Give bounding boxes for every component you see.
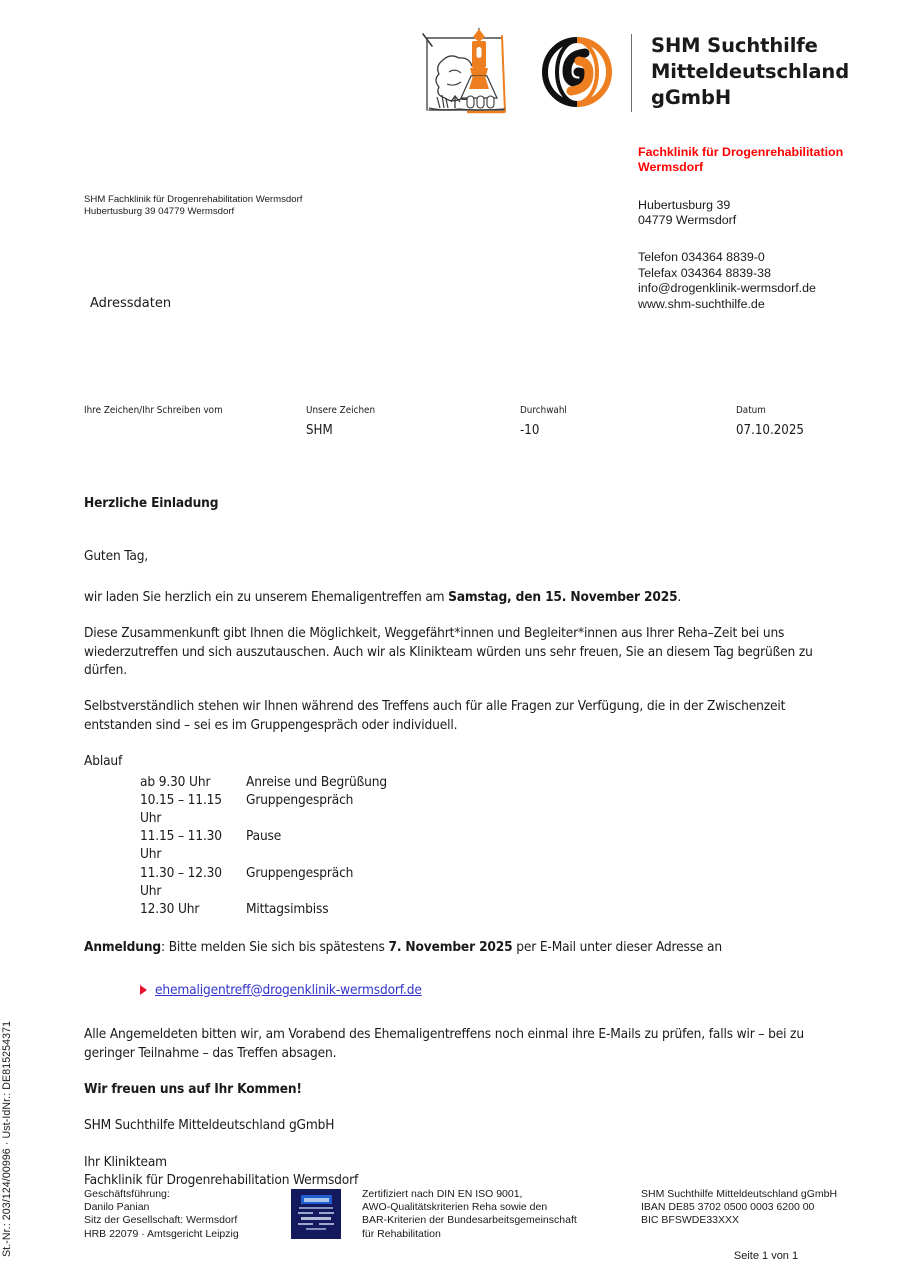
footer-line: für Rehabilitation <box>362 1227 441 1240</box>
team-signature-line-2: Fachklinik für Drogenrehabilitation Wermsdorf <box>84 1172 359 1189</box>
schedule-row <box>84 827 844 863</box>
schedule-time: ab 9.30 Uhr <box>140 773 211 790</box>
paragraph-3: Selbstverständlich stehen wir Ihnen während des Treffens auch für alle Fragen zur Verfügung, die in der Zwischenzeit entstanden sind – sei es im Gruppengespräch oder individuell. <box>84 698 786 733</box>
page-footer <box>0 1188 901 1279</box>
schedule-row <box>84 773 844 791</box>
wermsdorf-building-sketch-logo <box>413 26 525 121</box>
letterhead <box>413 26 849 126</box>
clinic-street: Hubertusburg 39 <box>638 197 731 212</box>
registration-suffix: per E-Mail unter dieser Adresse an <box>512 939 722 956</box>
our-reference-label: Unsere Zeichen <box>306 405 376 416</box>
salutation: Guten Tag, <box>84 548 149 565</box>
brand-line-1: SHM Suchthilfe <box>651 34 818 57</box>
clinic-contact-block <box>638 145 888 312</box>
clinic-name-line-1: Fachklinik für Drogenrehabilitation <box>638 145 844 159</box>
footer-line: SHM Suchthilfe Mitteldeutschland gGmbH <box>641 1188 838 1200</box>
clinic-phone: Telefon 034364 8839-0 <box>638 250 765 264</box>
registration-mid: : Bitte melden Sie sich bis spätestens <box>160 939 389 956</box>
schedule-row <box>84 900 844 918</box>
schedule-desc: Mittagsimbiss <box>246 901 329 918</box>
schedule-time: 10.15 – 11.15 Uhr <box>140 791 222 827</box>
shm-circle-logo <box>541 33 613 111</box>
intro-paragraph <box>84 588 844 606</box>
tuev-nord-din-en-iso-9001-certificate-badge <box>291 1189 341 1239</box>
paragraph-2: Diese Zusammenkunft gibt Ihnen die Möglichkeit, Weggefährt*innen und Begleiter*innen aus Ihrer Reha–Zeit bei uns wiederzutreffen und sich auszutauschen. Auch wir als Klinikteam würden uns sehr freuen, Sie an diesem Tag begrüßen zu dürfen. <box>84 625 813 679</box>
schedule-row <box>84 791 844 827</box>
intro-suffix: . <box>677 588 682 605</box>
page-number: Seite 1 von 1 <box>733 1250 799 1262</box>
brand-line-2: Mitteldeutschland <box>651 59 850 83</box>
schedule-time: 11.15 – 11.30 Uhr <box>140 828 222 863</box>
brand-line-3: gGmbH <box>651 85 732 109</box>
schedule-row <box>84 864 844 900</box>
date-value: 07.10.2025 <box>736 423 804 438</box>
registration-deadline-bold: 7. November 2025 <box>388 939 513 956</box>
footer-column-management <box>84 1188 284 1241</box>
schedule-time: 12.30 Uhr <box>140 901 200 918</box>
reference-col-our-ref <box>306 404 375 439</box>
schedule-time: 11.30 – 12.30 Uhr <box>140 864 222 899</box>
your-reference-label: Ihre Zeichen/Ihr Schreiben vom <box>84 405 223 416</box>
footer-line: BAR-Kriterien der Bundesarbeitsgemeinschaft <box>362 1214 577 1227</box>
footer-column-bank <box>641 1188 891 1228</box>
letter-subject: Herzliche Einladung <box>84 495 219 511</box>
registration-email-link[interactable]: ehemaligentreff@drogenklinik-wermsdorf.de <box>155 981 422 998</box>
sender-line-2: Hubertusburg 39 04779 Wermsdorf <box>84 205 235 217</box>
extension-value: -10 <box>520 423 540 438</box>
footer-line: Danilo Panian <box>84 1201 150 1214</box>
clinic-city: 04779 Wermsdorf <box>638 213 737 228</box>
reference-col-extension <box>520 404 567 439</box>
registration-paragraph <box>84 938 844 956</box>
logo-divider <box>631 34 632 112</box>
sender-line-1: SHM Fachklinik für Drogenrehabilitation Wermsdorf <box>84 194 303 205</box>
schedule-desc: Anreise und Begrüßung <box>246 773 387 790</box>
footer-line: AWO-Qualitätskriterien Reha sowie den <box>362 1201 548 1214</box>
footer-column-certification <box>362 1188 637 1241</box>
intro-prefix: wir laden Sie herzlich ein zu unserem Ehemaligentreffen am <box>84 588 449 605</box>
footer-line: IBAN DE85 3702 0500 0003 6200 00 <box>641 1201 815 1214</box>
clinic-fax: Telefax 034364 8839-38 <box>638 265 771 280</box>
event-date-bold: Samstag, den 15. November 2025 <box>448 588 678 605</box>
reference-col-date <box>736 404 804 439</box>
registration-label: Anmeldung <box>84 939 161 956</box>
paragraph-4: Alle Angemeldeten bitten wir, am Vorabend des Ehemaligentreffens noch einmal ihre E-Mails zu prüfen, falls wir – bei zu geringer Teilnahme – das Treffen absagen. <box>84 1026 804 1061</box>
schedule-list <box>84 773 844 919</box>
date-label: Datum <box>736 405 766 416</box>
schedule-title: Ablauf <box>84 753 123 770</box>
clinic-name-heading <box>638 145 888 176</box>
email-link-row[interactable] <box>84 981 844 999</box>
clinic-name-line-2: Wermsdorf <box>638 160 704 175</box>
footer-line: Zertifiziert nach DIN EN ISO 9001, <box>362 1188 523 1200</box>
schedule-desc: Gruppengespräch <box>246 864 354 881</box>
brand-name <box>651 33 849 111</box>
reference-col-your-ref <box>84 404 223 422</box>
our-reference-value: SHM <box>306 423 333 438</box>
clinic-email: info@drogenklinik-wermsdorf.de <box>638 281 816 296</box>
clinic-website: www.shm-suchthilfe.de <box>638 296 765 311</box>
sender-return-address <box>84 194 302 217</box>
extension-label: Durchwahl <box>520 405 567 416</box>
footer-line: Geschäftsführung: <box>84 1188 170 1200</box>
triangle-bullet-icon <box>140 985 147 995</box>
reference-row <box>84 404 874 444</box>
company-signature: SHM Suchthilfe Mitteldeutschland gGmbH <box>84 1117 335 1134</box>
letter-body <box>84 494 844 1190</box>
closing-line: Wir freuen uns auf Ihr Kommen! <box>84 1080 302 1097</box>
footer-line: Sitz der Gesellschaft: Wermsdorf <box>84 1214 238 1227</box>
schedule-desc: Pause <box>246 828 282 845</box>
footer-line: BIC BFSWDE33XXX <box>641 1214 740 1227</box>
recipient-address-field: Adressdaten <box>90 296 172 311</box>
footer-line: HRB 22079 · Amtsgericht Leipzig <box>84 1227 239 1240</box>
tax-number-side-note: St.-Nr.: 203/124/00996 · Ust-IdNr.: DE815254371 <box>1 1020 13 1257</box>
team-signature-line-1: Ihr Klinikteam <box>84 1153 167 1170</box>
tuev-nord-wordmark <box>301 1195 332 1204</box>
schedule-desc: Gruppengespräch <box>246 791 354 808</box>
